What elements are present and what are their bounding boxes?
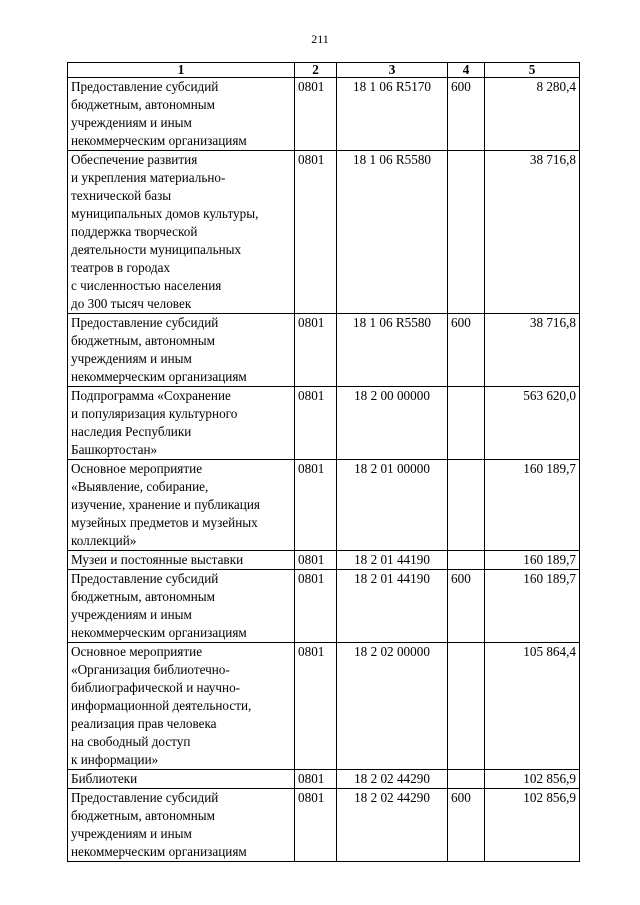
row-amount-cell: 563 620,0: [485, 387, 580, 460]
row-amount-cell: 38 716,8: [485, 151, 580, 314]
header-col-2: 2: [295, 63, 337, 78]
row-name-line: Музеи и постоянные выставки: [71, 552, 244, 567]
row-kind-cell: [448, 387, 485, 460]
row-name-cell: [68, 460, 295, 551]
row-name-line: театров в городах: [71, 260, 171, 275]
row-name-line: Предоставление субсидий: [71, 790, 219, 805]
row-kind-cell: [448, 460, 485, 551]
row-name-line: «Организация библиотечно-: [71, 662, 230, 677]
row-name-line: учреждениям и иным: [71, 826, 192, 841]
row-code-cell: 18 2 01 00000: [337, 460, 448, 551]
row-code-cell: 18 2 01 44190: [337, 570, 448, 643]
row-name-line: бюджетным, автономным: [71, 333, 215, 348]
row-kind-cell: 600: [448, 570, 485, 643]
row-kind-cell: [448, 643, 485, 770]
row-name-line: учреждениям и иным: [71, 351, 192, 366]
row-name-line: технической базы: [71, 188, 172, 203]
row-name-cell: [68, 789, 295, 862]
row-code-cell: 18 1 06 R5580: [337, 314, 448, 387]
row-kind-cell: 600: [448, 78, 485, 151]
table-row: [68, 570, 580, 643]
row-name-line: учреждениям и иным: [71, 115, 192, 130]
table-row: [68, 643, 580, 770]
row-code-cell: 18 2 02 00000: [337, 643, 448, 770]
header-col-3: 3: [337, 63, 448, 78]
row-section-cell: 0801: [295, 460, 337, 551]
row-section-cell: 0801: [295, 387, 337, 460]
row-kind-cell: [448, 551, 485, 570]
table-row: [68, 314, 580, 387]
row-kind-cell: 600: [448, 314, 485, 387]
row-name-cell: [68, 643, 295, 770]
row-amount-cell: 102 856,9: [485, 789, 580, 862]
row-code-cell: 18 2 00 00000: [337, 387, 448, 460]
row-amount-cell: 102 856,9: [485, 770, 580, 789]
header-col-4: 4: [448, 63, 485, 78]
row-name-line: до 300 тысяч человек: [71, 296, 192, 311]
row-name-line: Основное мероприятие: [71, 461, 203, 476]
row-name-line: наследия Республики: [71, 424, 192, 439]
row-amount-cell: 105 864,4: [485, 643, 580, 770]
row-name-cell: [68, 770, 295, 789]
row-name-line: некоммерческим организациям: [71, 844, 247, 859]
row-name-line: на свободный доступ: [71, 734, 191, 749]
row-name-line: некоммерческим организациям: [71, 625, 247, 640]
row-section-cell: 0801: [295, 314, 337, 387]
row-name-line: коллекций»: [71, 533, 137, 548]
row-kind-cell: [448, 770, 485, 789]
row-name-line: бюджетным, автономным: [71, 808, 215, 823]
row-section-cell: 0801: [295, 551, 337, 570]
row-name-line: с численностью населения: [71, 278, 222, 293]
row-kind-cell: 600: [448, 789, 485, 862]
row-name-line: Башкортостан»: [71, 442, 158, 457]
row-name-line: деятельности муниципальных: [71, 242, 242, 257]
table-row: [68, 770, 580, 789]
row-amount-cell: 160 189,7: [485, 460, 580, 551]
row-name-line: Библиотеки: [71, 771, 138, 786]
row-name-line: учреждениям и иным: [71, 607, 192, 622]
row-section-cell: 0801: [295, 643, 337, 770]
row-name-cell: [68, 151, 295, 314]
row-name-line: «Выявление, собирание,: [71, 479, 209, 494]
header-col-1: 1: [68, 63, 295, 78]
row-kind-cell: [448, 151, 485, 314]
row-section-cell: 0801: [295, 789, 337, 862]
row-name-line: Предоставление субсидий: [71, 571, 219, 586]
row-name-line: некоммерческим организациям: [71, 369, 247, 384]
header-col-5: 5: [485, 63, 580, 78]
row-name-cell: [68, 314, 295, 387]
row-name-line: реализация прав человека: [71, 716, 217, 731]
row-name-line: поддержка творческой: [71, 224, 198, 239]
row-section-cell: 0801: [295, 78, 337, 151]
table-row: [68, 551, 580, 570]
table-body: [68, 78, 580, 862]
row-name-line: бюджетным, автономным: [71, 589, 215, 604]
row-name-line: Подпрограмма «Сохранение: [71, 388, 231, 403]
table-row: [68, 387, 580, 460]
header-row: [68, 63, 580, 78]
row-amount-cell: 8 280,4: [485, 78, 580, 151]
row-name-line: к информации»: [71, 752, 159, 767]
row-code-cell: 18 1 06 R5580: [337, 151, 448, 314]
table-row: [68, 78, 580, 151]
row-name-line: музейных предметов и музейных: [71, 515, 258, 530]
row-name-cell: [68, 78, 295, 151]
table-row: [68, 789, 580, 862]
table-row: [68, 151, 580, 314]
row-section-cell: 0801: [295, 570, 337, 643]
row-name-line: муниципальных домов культуры,: [71, 206, 259, 221]
row-name-line: библиографической и научно-: [71, 680, 241, 695]
row-code-cell: 18 1 06 R5170: [337, 78, 448, 151]
row-name-line: и популяризация культурного: [71, 406, 238, 421]
row-name-line: некоммерческим организациям: [71, 133, 247, 148]
row-name-cell: [68, 570, 295, 643]
row-name-line: Предоставление субсидий: [71, 315, 219, 330]
row-name-line: Основное мероприятие: [71, 644, 203, 659]
page-number: 211: [311, 32, 329, 46]
row-name-cell: [68, 551, 295, 570]
row-code-cell: 18 2 01 44190: [337, 551, 448, 570]
row-name-line: изучение, хранение и публикация: [71, 497, 260, 512]
table-header: [68, 63, 580, 78]
row-name-line: и укрепления материально-: [71, 170, 226, 185]
row-amount-cell: 38 716,8: [485, 314, 580, 387]
row-amount-cell: 160 189,7: [485, 570, 580, 643]
row-code-cell: 18 2 02 44290: [337, 789, 448, 862]
row-name-line: Предоставление субсидий: [71, 79, 219, 94]
row-section-cell: 0801: [295, 151, 337, 314]
row-name-cell: [68, 387, 295, 460]
table-row: [68, 460, 580, 551]
row-code-cell: 18 2 02 44290: [337, 770, 448, 789]
row-amount-cell: 160 189,7: [485, 551, 580, 570]
row-name-line: бюджетным, автономным: [71, 97, 215, 112]
row-section-cell: 0801: [295, 770, 337, 789]
budget-table: [67, 62, 580, 862]
row-name-line: информационной деятельности,: [71, 698, 252, 713]
row-name-line: Обеспечение развития: [71, 152, 198, 167]
